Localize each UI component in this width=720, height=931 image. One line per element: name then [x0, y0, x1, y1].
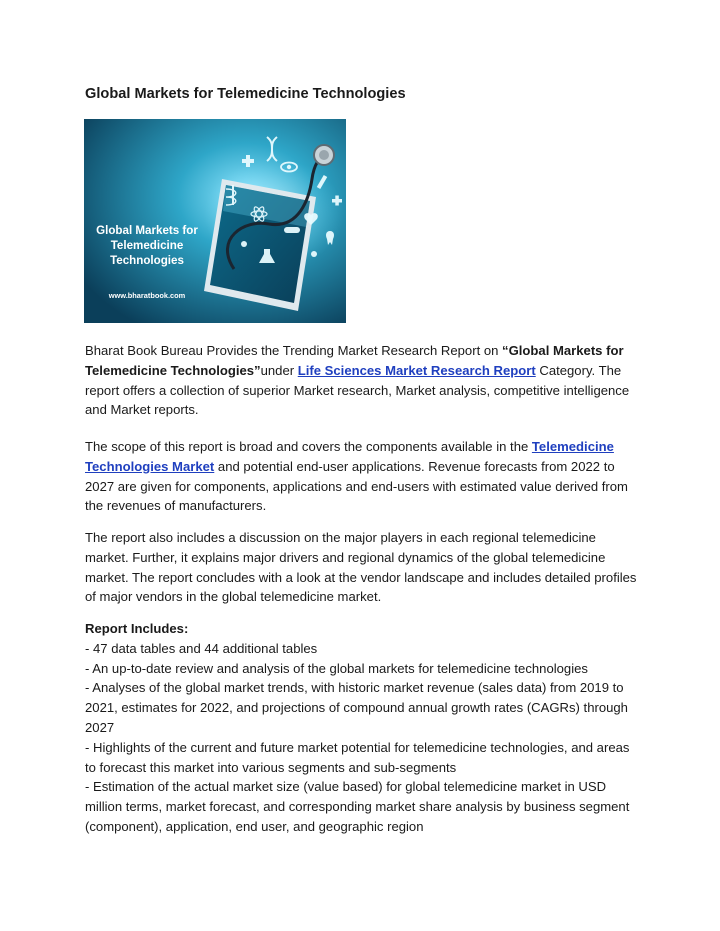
intro-text: Bharat Book Bureau Provides the Trending Market Research Report on: [85, 343, 503, 358]
report-title-bold: “Global Markets for Telemedicine Technologies”: [85, 343, 624, 378]
cover-image: [84, 119, 346, 323]
phone-icon: [204, 179, 316, 311]
document-title: Global Markets for Telemedicine Technologies: [85, 86, 406, 102]
cover-title-line: Global Markets for: [96, 224, 198, 237]
pill-icon: [284, 227, 300, 233]
report-includes-section: [85, 619, 641, 837]
report-includes-heading: Report Includes:: [85, 621, 189, 636]
cover-title: [84, 223, 210, 268]
scope-paragraph: [85, 437, 641, 516]
list-item: - Highlights of the current and future market potential for telemedicine technologies, and areas to forecast this market into various segments and sub-segments: [85, 739, 630, 775]
cover-title-line: Technologies: [110, 254, 184, 267]
list-item: - An up-to-date review and analysis of the global markets for telemedicine technologies: [85, 660, 588, 676]
telemedicine-market-link[interactable]: Telemedicine Technologies Market: [85, 439, 614, 474]
intro-text: Category. The report offers a collection of superior Market research, Market analysis, competitive intelligence and Market reports.: [85, 362, 630, 418]
intro-text: under: [260, 362, 298, 378]
intro-paragraph: [85, 341, 641, 420]
cover-title-line: Telemedicine: [110, 239, 184, 252]
scope-text: and potential end-user applications. Revenue forecasts from 2022 to 2027 are given for components, applications and end-users with estimated value derived from the revenues of manufacturers.: [85, 458, 628, 514]
list-item: - 47 data tables and 44 additional tables: [85, 640, 318, 656]
scope-text: The scope of this report is broad and covers the components available in the: [85, 439, 532, 454]
cover-website: www.bharatbook.com: [108, 291, 186, 300]
players-paragraph: The report also includes a discussion on the major players in each regional telemedicine market. Further, it explains major drivers and regional dynamics of the global telemedicine market. The report concludes with a look at the vendor landscape and includes detailed profiles of major vendors in the global telemedicine market.: [85, 530, 637, 605]
life-sciences-report-link[interactable]: Life Sciences Market Research Report: [297, 362, 536, 378]
list-item: - Estimation of the actual market size (value based) for global telemedicine market in USD million terms, market forecast, and corresponding market share analysis by business segment (component), application, end user, and geographic region: [85, 779, 630, 834]
list-item: - Analyses of the global market trends, with historic market revenue (sales data) from 2019 to 2021, estimates for 2022, and projections of compound annual growth rates (CAGRs) through 2027: [85, 680, 628, 735]
